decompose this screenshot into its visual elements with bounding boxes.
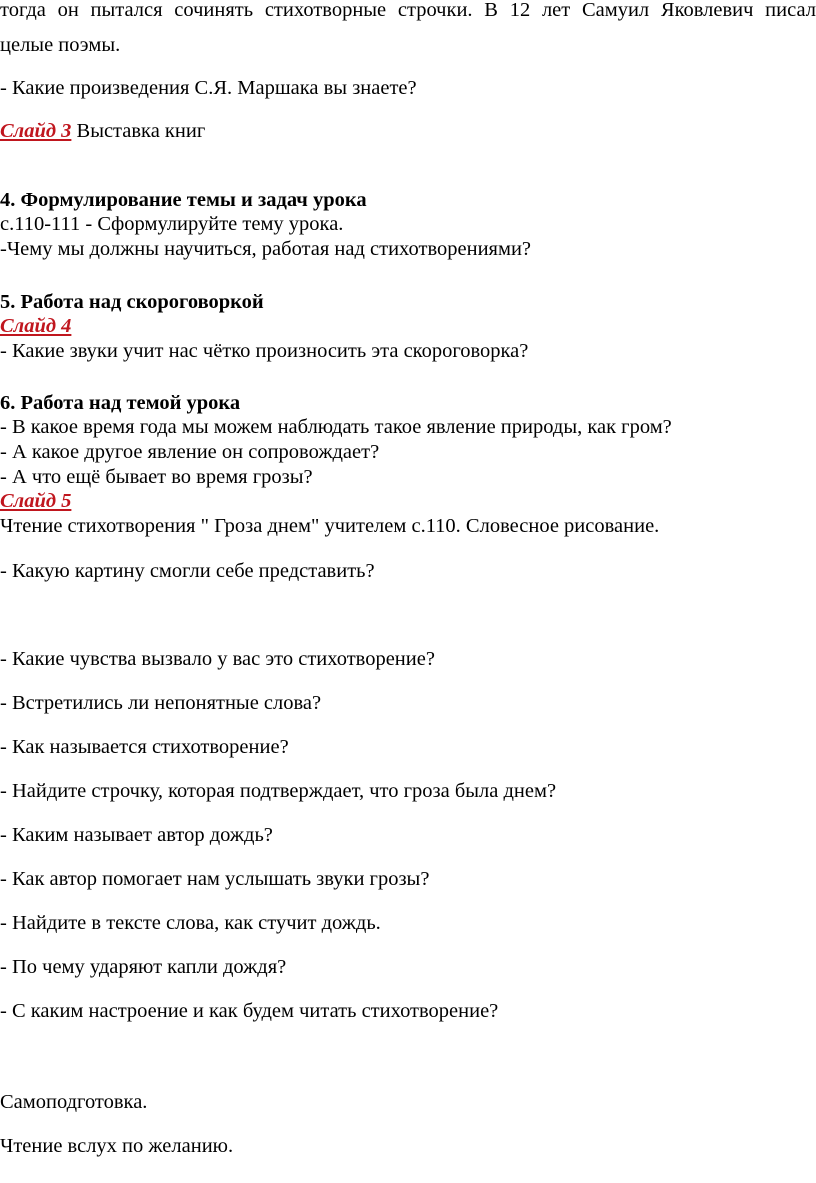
section-4-line-1: с.110-111 - Сформулируйте тему урока. (0, 213, 344, 235)
slide-3-paragraph (0, 119, 205, 143)
section-6-title: 6. Работа над темой урока (0, 392, 241, 414)
slide-3-label: Слайд 3 (0, 120, 72, 142)
slide-5-paragraph (0, 489, 71, 513)
question: - Какую картину смогли себе представить? (0, 560, 375, 582)
question: - Какие чувства вызвало у вас это стихотворение? (0, 648, 435, 670)
slide-4-paragraph (0, 314, 71, 338)
section-5-line-1: - Какие звуки учит нас чётко произносить эта скороговорка? (0, 340, 529, 362)
slide-3-text: Выставка книг (71, 120, 206, 142)
reading-aloud: Чтение вслух по желанию. (0, 1135, 234, 1157)
question: - Как автор помогает нам услышать звуки грозы? (0, 868, 430, 890)
section-6-line-2: - А какое другое явление он сопровождает? (0, 441, 380, 463)
self-prep: Самоподготовка. (0, 1091, 148, 1113)
reading-line: Чтение стихотворения " Гроза днем" учителем с.110. Словесное рисование. (0, 515, 660, 537)
question: - По чему ударяют капли дождя? (0, 956, 287, 978)
intro-line-1: тогда он пытался сочинять стихотворные строчки. В 12 лет Самуил Яковлевич писал (0, 0, 816, 21)
question: - С каким настроение и как будем читать стихотворение? (0, 1000, 499, 1022)
question: - Каким называет автор дождь? (0, 824, 273, 846)
slide-4-label: Слайд 4 (0, 315, 72, 337)
section-6-line-1: - В какое время года мы можем наблюдать такое явление природы, как гром? (0, 416, 672, 438)
section-6-line-3: - А что ещё бывает во время грозы? (0, 466, 313, 488)
section-4-line-2: -Чему мы должны научиться, работая над стихотворениями? (0, 238, 532, 260)
section-4-title: 4. Формулирование темы и задач урока (0, 189, 367, 211)
intro-line-2: целые поэмы. (0, 34, 121, 56)
question: - Найдите строчку, которая подтверждает, что гроза была днем? (0, 780, 557, 802)
question-works: - Какие произведения С.Я. Маршака вы знаете? (0, 77, 417, 99)
question: - Встретились ли непонятные слова? (0, 692, 322, 714)
question: - Как называется стихотворение? (0, 736, 289, 758)
section-5-title: 5. Работа над скороговоркой (0, 291, 264, 313)
question: - Найдите в тексте слова, как стучит дождь. (0, 912, 381, 934)
slide-5-label: Слайд 5 (0, 490, 72, 512)
